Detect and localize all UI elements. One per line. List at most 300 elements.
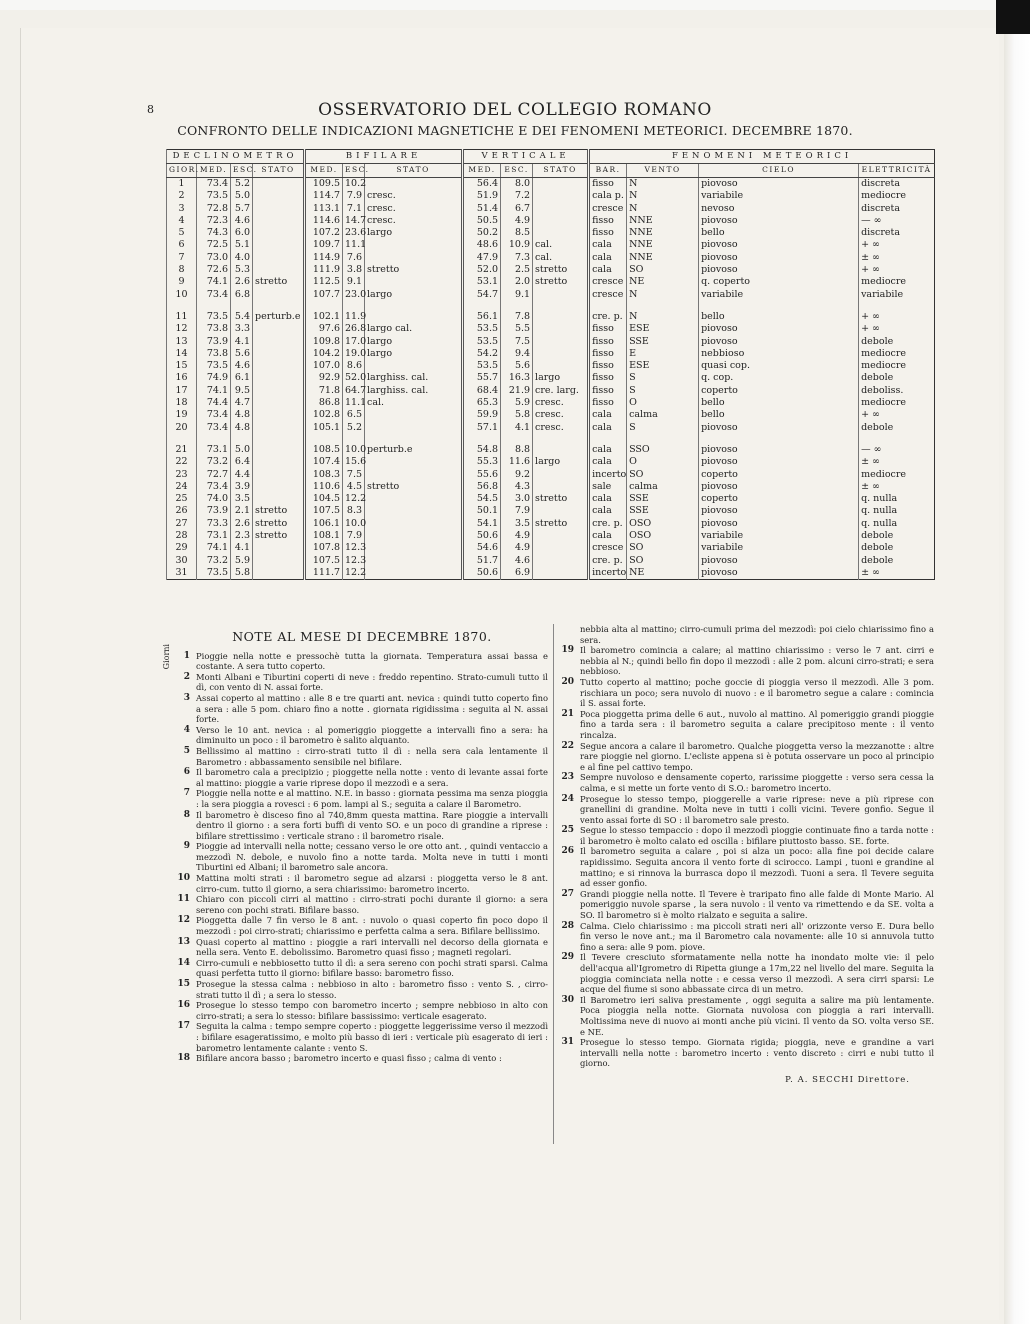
table-cell: largo cal. [365, 323, 463, 335]
table-cell: 73.8 [197, 348, 231, 360]
note-day: 10 [177, 873, 190, 884]
table-cell: stretto [365, 481, 463, 493]
table-cell: fisso [589, 336, 627, 348]
table-cell: 6.9 [501, 567, 533, 580]
signature: P. A. SECCHI Direttore. [785, 1074, 910, 1085]
table-cell [253, 239, 305, 251]
table-cell: 8.8 [501, 434, 533, 456]
table-cell: 73.1 [197, 530, 231, 542]
table-cell: debole [859, 555, 935, 567]
table-cell: 5.3 [231, 264, 253, 276]
table-cell: 5.2 [231, 178, 253, 191]
table-cell [365, 301, 463, 323]
table-cell: 73.9 [197, 336, 231, 348]
table-body [167, 178, 935, 580]
table-cell: 1 [167, 178, 197, 191]
table-cell: 110.6 [305, 481, 343, 493]
table-cell: 23 [167, 469, 197, 481]
table-cell: NE [627, 276, 699, 288]
table-cell: cresc. [365, 215, 463, 227]
note-entry [560, 709, 934, 741]
col-header: STATO [533, 164, 589, 178]
table-cell: debole [859, 530, 935, 542]
table-cell: 51.9 [463, 190, 501, 202]
table-cell: 5.0 [231, 190, 253, 202]
table-cell: N [627, 289, 699, 301]
col-header: MED. [305, 164, 343, 178]
table-cell: N [627, 203, 699, 215]
table-cell: 73.4 [197, 409, 231, 421]
note-day: 1 [183, 650, 190, 661]
table-cell: 25 [167, 493, 197, 505]
table-cell: 17.0 [343, 336, 365, 348]
table-cell: 17 [167, 385, 197, 397]
table-cell: 50.1 [463, 505, 501, 517]
table-cell: SO [627, 469, 699, 481]
note-text: nebbia alta al mattino; cirro-cumuli prima del mezzodì: poi cielo chiarissimo fino a sera. [580, 624, 934, 645]
note-text: Poca pioggetta prima delle 6 aut., nuvolo al mattino. Al pomeriggio grandi pioggie fino a tarda sera : il barometro seguita a calare precipitoso mente : il vento rincalza. [580, 708, 934, 740]
table-cell: cal. [533, 252, 589, 264]
table-cell: 23.6 [343, 227, 365, 239]
table-cell: 10.0 [343, 518, 365, 530]
table-cell: 11.6 [501, 456, 533, 468]
table-cell: 5.2 [343, 422, 365, 434]
table-cell [253, 493, 305, 505]
table-cell: 12 [167, 323, 197, 335]
table-cell: 2.6 [231, 276, 253, 288]
table-cell: 11.1 [343, 397, 365, 409]
col-header: ESC. [231, 164, 253, 178]
table-cell: 111.7 [305, 567, 343, 580]
table-cell: 31 [167, 567, 197, 580]
table-cell: 5.6 [231, 348, 253, 360]
col-header: ELETTRICITÀ [859, 164, 935, 178]
note-text: Assai coperto al mattino : alle 8 e tre quarti ant. nevica : quindi tutto coperto fino a sera : alle 5 pom. chiaro fino a notte . giornata rigidissima : seguita al N. assai forte. [196, 692, 548, 725]
table-cell: ESE [627, 360, 699, 372]
note-entry [176, 979, 548, 1000]
table-cell: 4.9 [501, 530, 533, 542]
note-text: Segue lo stesso tempaccio : dopo il mezzodì pioggie continuate fino a tarda notte : il barometro è molto calato ed oscilla : bifilare piuttosto basso. SE. forte. [580, 825, 934, 846]
table-cell: 102.8 [305, 409, 343, 421]
table-cell: 92.9 [305, 372, 343, 384]
table-cell: 8.0 [501, 178, 533, 191]
table-cell: 5.6 [501, 360, 533, 372]
table-cell: cre. p. [589, 518, 627, 530]
table-cell: 74.4 [197, 397, 231, 409]
table-cell: 55.7 [463, 372, 501, 384]
table-cell: piovoso [699, 505, 859, 517]
table-cell: 54.7 [463, 289, 501, 301]
scan-corner-mark [996, 0, 1030, 34]
notes-divider [553, 624, 554, 1144]
table-cell [253, 385, 305, 397]
column-header-row [167, 164, 935, 178]
table-cell: variabile [699, 190, 859, 202]
note-text: Il barometro è disceso fino al 740,8mm questa mattina. Rare pioggie a intervalli dentro il giorno : a sera forti buffi di vento SO. e un poco di grandine a riprese : bifilare strettissimo : verticale strano : il barometro risale. [196, 809, 548, 841]
table-cell: 107.4 [305, 456, 343, 468]
table-cell: 72.3 [197, 215, 231, 227]
table-cell: 72.6 [197, 264, 231, 276]
table-cell: — ∞ [859, 434, 935, 456]
note-entry [560, 645, 934, 677]
table-cell: 73.4 [197, 422, 231, 434]
table-cell: variabile [859, 289, 935, 301]
table-cell: 65.3 [463, 397, 501, 409]
table-cell: cal. [365, 397, 463, 409]
table-cell: ESE [627, 323, 699, 335]
table-cell: ± ∞ [859, 456, 935, 468]
table-cell: 52.0 [463, 264, 501, 276]
table-cell: cresce [589, 289, 627, 301]
note-entry [560, 921, 934, 953]
table-cell: + ∞ [859, 239, 935, 251]
table-cell [533, 348, 589, 360]
table-cell: 12.3 [343, 555, 365, 567]
note-entry [176, 873, 548, 894]
table-cell: 10.2 [343, 178, 365, 191]
table-row [167, 239, 935, 251]
note-day: 16 [177, 1000, 190, 1011]
table-cell: variabile [699, 542, 859, 554]
table-row [167, 336, 935, 348]
table-cell: 29 [167, 542, 197, 554]
table-cell: 10.0 [343, 434, 365, 456]
table-cell [365, 456, 463, 468]
table-row [167, 530, 935, 542]
table-cell: 50.5 [463, 215, 501, 227]
table-cell: 11 [167, 301, 197, 323]
note-text: Monti Albani e Tiburtini coperti di neve : freddo repentino. Strato-cumuli tutto il dì, con vento di N. assai forte. [196, 671, 548, 693]
table-cell [533, 203, 589, 215]
col-header: STATO [253, 164, 305, 178]
table-cell: 86.8 [305, 397, 343, 409]
table-cell: 9.5 [231, 385, 253, 397]
table-cell: 5.4 [231, 301, 253, 323]
table-cell [365, 530, 463, 542]
note-text: Pioggie ad intervalli nella notte; cessano verso le ore otto ant. , quindi ventaccio a mezzodì N. debole, e nuvolo fino a notte tarda. Molta neve in tutti i monti Tiburtini ed Albani; il barometro sale ancora. [196, 841, 548, 873]
table-cell: 52.0 [343, 372, 365, 384]
table-cell: OSO [627, 530, 699, 542]
table-cell [253, 481, 305, 493]
page-subtitle: CONFRONTO DELLE INDICAZIONI MAGNETICHE E DEI FENOMENI METEORICI. DECEMBRE 1870. [177, 123, 853, 138]
note-day: 19 [561, 645, 574, 656]
note-entry [176, 1021, 548, 1053]
table-cell: 106.1 [305, 518, 343, 530]
table-cell [253, 409, 305, 421]
table-cell: 113.1 [305, 203, 343, 215]
table-cell: 6.7 [501, 203, 533, 215]
table-cell: 54.5 [463, 493, 501, 505]
note-entry [560, 889, 934, 921]
table-cell: calma [627, 409, 699, 421]
note-text: Calma. Cielo chiarissimo : ma piccoli strati neri all' orizzonte verso E. Dura bello fin verso le nove ant.; ma il Barometro cala novamente: alle 10 si annuvola tutto fino a sera: alle 9 pom. piove. [580, 920, 934, 952]
table-cell: — ∞ [859, 215, 935, 227]
table-cell: bello [699, 301, 859, 323]
note-day: 14 [177, 957, 190, 968]
table-cell: 4 [167, 215, 197, 227]
note-entry [560, 741, 934, 773]
note-entry [560, 825, 934, 846]
table-cell: largo [365, 336, 463, 348]
table-cell: 109.8 [305, 336, 343, 348]
note-day: 3 [183, 692, 190, 703]
table-cell: largo [365, 348, 463, 360]
note-day: 9 [183, 841, 190, 852]
table-cell: cala [589, 493, 627, 505]
table-cell: cala [589, 239, 627, 251]
table-cell: 4.1 [231, 336, 253, 348]
table-row [167, 252, 935, 264]
table-row [167, 348, 935, 360]
note-day: 23 [561, 772, 574, 783]
table-cell: cala [589, 505, 627, 517]
table-cell: stretto [253, 276, 305, 288]
table-cell: OSO [627, 518, 699, 530]
table-cell: 50.6 [463, 567, 501, 580]
table-cell: 12.2 [343, 567, 365, 580]
note-day: 15 [177, 979, 190, 989]
note-entry [176, 810, 548, 842]
table-cell: 9.4 [501, 348, 533, 360]
table-cell: piovoso [699, 264, 859, 276]
table-cell [253, 264, 305, 276]
note-text: Seguita la calma : tempo sempre coperto : pioggette leggerissime verso il mezzodì : bifilare esageratissimo, e molto più basso di ieri : verticale più esagerato di ieri : barometro lentamente calante : vento S. [196, 1021, 548, 1053]
notes-title: NOTE AL MESE DI DECEMBRE 1870. [232, 629, 492, 644]
table-cell: 6.5 [343, 409, 365, 421]
table-cell: cala [589, 530, 627, 542]
note-continuation [560, 624, 934, 645]
table-cell: 7.6 [343, 252, 365, 264]
table-cell: mediocre [859, 360, 935, 372]
table-cell: 15.6 [343, 456, 365, 468]
table-cell: 4.9 [501, 542, 533, 554]
table-cell: N [627, 190, 699, 202]
table-cell [253, 227, 305, 239]
table-cell: ± ∞ [859, 567, 935, 580]
table-cell: coperto [699, 493, 859, 505]
table-cell: cresc. [533, 397, 589, 409]
table-cell [365, 276, 463, 288]
table-cell: 71.8 [305, 385, 343, 397]
note-entry [560, 846, 934, 888]
table-cell: discreta [859, 178, 935, 191]
group-bifilare: BIFILARE [305, 150, 463, 164]
table-cell: larghiss. cal. [365, 385, 463, 397]
table-cell: perturb.e [365, 434, 463, 456]
table-cell: variabile [699, 530, 859, 542]
table-cell: cala [589, 409, 627, 421]
table-cell: 23.0 [343, 289, 365, 301]
note-text: Tutto coperto al mattino; poche goccie di pioggia verso il mezzodì. Alle 3 pom. rischiara un poco; sera nuvolo di nuovo : e il barometro segue a calare : comincia il S. assai forte. [580, 676, 934, 709]
table-cell [253, 542, 305, 554]
note-day: 4 [183, 724, 190, 735]
table-cell: S [627, 372, 699, 384]
note-entry [176, 841, 548, 873]
table-cell: 8.3 [343, 505, 365, 517]
table-cell: cre. p. [589, 555, 627, 567]
table-cell: 73.5 [197, 360, 231, 372]
table-row [167, 289, 935, 301]
table-cell: 24 [167, 481, 197, 493]
table-cell: E [627, 348, 699, 360]
table-cell: deboliss. [859, 385, 935, 397]
table-cell: 5.9 [501, 397, 533, 409]
table-cell: 73.1 [197, 434, 231, 456]
table-cell: 9.1 [501, 289, 533, 301]
table-cell: SO [627, 555, 699, 567]
table-cell: 14.7 [343, 215, 365, 227]
table-cell: 73.5 [197, 567, 231, 580]
table-cell: 7 [167, 252, 197, 264]
table-cell: cresce [589, 203, 627, 215]
table-cell: discreta [859, 227, 935, 239]
table-cell: cresc. [533, 422, 589, 434]
table-cell: 53.5 [463, 360, 501, 372]
table-cell: piovoso [699, 456, 859, 468]
table-cell: bello [699, 409, 859, 421]
note-text: Prosegue lo stesso tempo, pioggerelle a varie riprese: neve a più riprese con granellini di grandine. Molta neve in tutti i colli vicini. Tevere gonfio. Segue il vento assai forte di SO : il barometro sale presto. [580, 793, 934, 825]
table-row [167, 481, 935, 493]
note-entry [560, 1037, 934, 1069]
table-cell: 3.5 [231, 493, 253, 505]
table-row [167, 190, 935, 202]
notes-section [162, 624, 934, 1144]
note-text: Grandi pioggie nella notte. Il Tevere è traripato fino alle falde di Monte Mario. Al pomeriggio nuvole sparse , la sera nuvolo : il vento va rimettendo e da SE. volta a SO. Il barometro si è molto rialzato e seguita a salire. [580, 888, 934, 921]
table-row [167, 518, 935, 530]
table-cell: 18 [167, 397, 197, 409]
table-cell: 47.9 [463, 252, 501, 264]
table-cell: debole [859, 422, 935, 434]
table-cell [365, 567, 463, 580]
table-cell: 104.2 [305, 348, 343, 360]
table-cell [365, 409, 463, 421]
table-cell: 73.5 [197, 301, 231, 323]
table-cell: 5 [167, 227, 197, 239]
note-entry [176, 937, 548, 958]
group-header-row [167, 150, 935, 164]
table-cell: 64.7 [343, 385, 365, 397]
table-cell: 73.8 [197, 323, 231, 335]
table-cell: 5.0 [231, 434, 253, 456]
table-cell: + ∞ [859, 301, 935, 323]
table-cell: stretto [533, 493, 589, 505]
table-cell: 16.3 [501, 372, 533, 384]
note-entry [176, 1000, 548, 1021]
table-cell: 7.9 [343, 190, 365, 202]
table-cell: 73.2 [197, 456, 231, 468]
table-cell: 73.4 [197, 289, 231, 301]
note-day: 29 [561, 952, 574, 963]
table-cell: N [627, 178, 699, 191]
table-row [167, 323, 935, 335]
table-cell: 12.2 [343, 493, 365, 505]
table-cell: 107.8 [305, 542, 343, 554]
table-cell: 4.1 [231, 542, 253, 554]
table-cell: 7.3 [501, 252, 533, 264]
table-cell: 7.9 [343, 530, 365, 542]
table-cell: 68.4 [463, 385, 501, 397]
table-cell: 102.1 [305, 301, 343, 323]
table-cell: 50.2 [463, 227, 501, 239]
table-cell: 50.6 [463, 530, 501, 542]
table-cell: cala [589, 264, 627, 276]
table-cell: 2.0 [501, 276, 533, 288]
note-text: Pioggie nella notte e pressochè tutta la giornata. Temperatura assai bassa e costante. A sera tutto coperto. [196, 650, 548, 672]
table-cell: 54.1 [463, 518, 501, 530]
table-cell: S [627, 385, 699, 397]
table-cell: 4.4 [231, 469, 253, 481]
table-cell: 72.7 [197, 469, 231, 481]
table-cell: mediocre [859, 348, 935, 360]
table-cell [533, 190, 589, 202]
table-cell: stretto [533, 264, 589, 276]
table-cell: SSE [627, 505, 699, 517]
table-row [167, 397, 935, 409]
note-day: 13 [177, 936, 190, 947]
table-cell: largo [533, 372, 589, 384]
table-row [167, 360, 935, 372]
table-cell: 54.6 [463, 542, 501, 554]
col-header: BAR. [589, 164, 627, 178]
table-cell: fisso [589, 178, 627, 191]
table-cell: stretto [533, 276, 589, 288]
table-cell: largo [365, 289, 463, 301]
table-cell: 74.1 [197, 385, 231, 397]
table-cell: 8.6 [343, 360, 365, 372]
table-cell: 108.3 [305, 469, 343, 481]
note-entry [176, 958, 548, 979]
table-cell: discreta [859, 203, 935, 215]
table-cell: 73.2 [197, 555, 231, 567]
table-cell: 4.8 [231, 409, 253, 421]
table-cell: SSE [627, 336, 699, 348]
note-day: 30 [561, 994, 574, 1005]
table-cell: 6 [167, 239, 197, 251]
table-cell: fisso [589, 227, 627, 239]
table-cell: 6.8 [231, 289, 253, 301]
table-row [167, 264, 935, 276]
note-day: 27 [561, 888, 574, 899]
table-cell: cresc. [533, 409, 589, 421]
table-row [167, 409, 935, 421]
table-cell: piovoso [699, 239, 859, 251]
table-cell: 72.8 [197, 203, 231, 215]
table-cell: 7.5 [343, 469, 365, 481]
table-cell: NNE [627, 215, 699, 227]
table-cell: stretto [365, 264, 463, 276]
note-text: Pioggie nella notte e al mattino. N.E. in basso : giornata pessima ma senza pioggia : la sera pioggia a rovesci : 6 pom. lampi al S.; seguita a calare il Barometro. [196, 788, 548, 809]
table-cell: O [627, 456, 699, 468]
note-entry [176, 672, 548, 693]
table-cell: 7.1 [343, 203, 365, 215]
table-cell: SO [627, 542, 699, 554]
note-day: 31 [561, 1037, 574, 1048]
table-cell: 48.6 [463, 239, 501, 251]
table-cell: cre. p. [589, 301, 627, 323]
table-cell [253, 422, 305, 434]
table-cell: 51.7 [463, 555, 501, 567]
table-cell: SO [627, 264, 699, 276]
table-cell: 74.1 [197, 276, 231, 288]
table-cell: 28 [167, 530, 197, 542]
table-cell: 73.3 [197, 518, 231, 530]
table-cell [365, 469, 463, 481]
table-cell: 20 [167, 422, 197, 434]
table-cell [533, 336, 589, 348]
col-header: CIELO [699, 164, 859, 178]
table-cell: cresce [589, 276, 627, 288]
note-entry [176, 693, 548, 725]
